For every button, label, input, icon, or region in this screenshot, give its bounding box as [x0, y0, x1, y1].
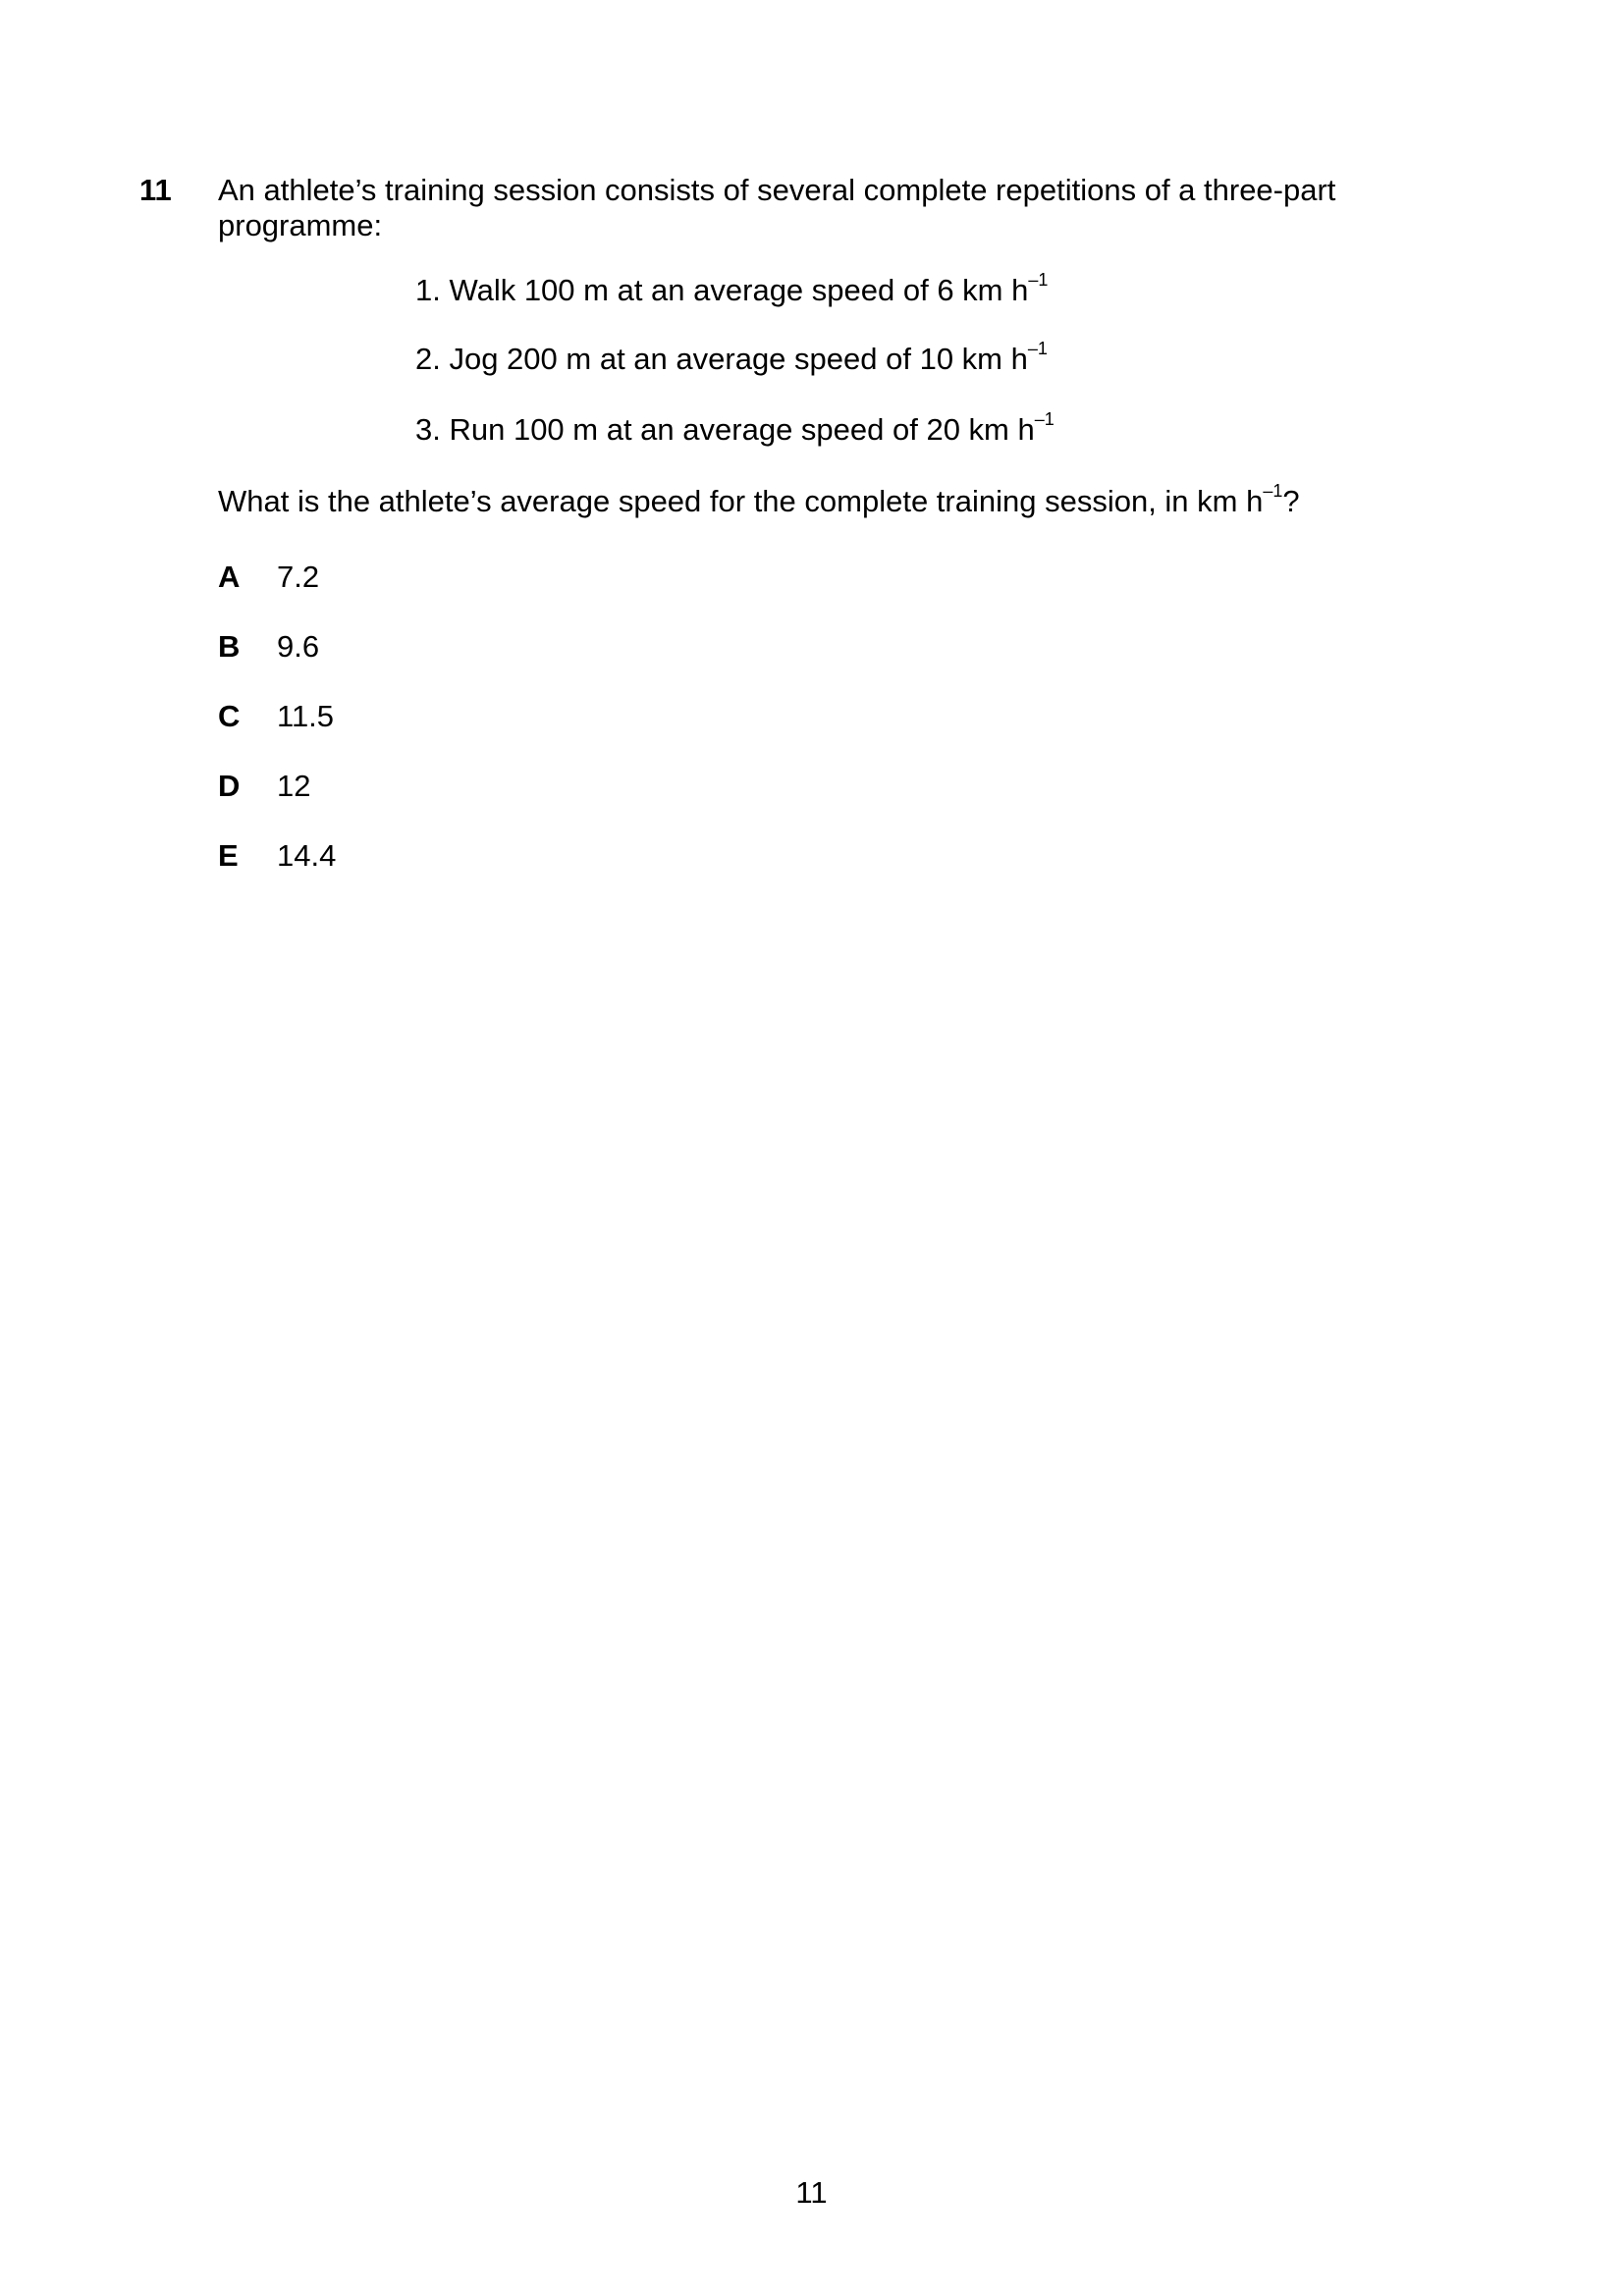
answer-option-c[interactable] — [218, 699, 334, 734]
option-value: 11.5 — [277, 699, 335, 733]
option-value: 12 — [277, 769, 311, 803]
programme-step-text: 1. Walk 100 m at an average speed of 6 km h — [415, 273, 1029, 307]
option-letter: D — [218, 769, 241, 803]
option-value: 9.6 — [277, 629, 320, 664]
unit-exponent: –1 — [1263, 480, 1283, 501]
programme-step-2 — [415, 338, 1048, 377]
page-number: 11 — [795, 2175, 828, 2210]
answer-option-a[interactable] — [218, 560, 319, 595]
programme-step-text: 2. Jog 200 m at an average speed of 10 km h — [415, 342, 1028, 376]
option-letter: C — [218, 699, 241, 733]
question-prompt — [218, 480, 1300, 519]
option-letter: E — [218, 838, 239, 873]
option-letter: B — [218, 629, 241, 664]
option-letter: A — [218, 560, 241, 594]
programme-step-text: 3. Run 100 m at an average speed of 20 km h — [415, 412, 1035, 447]
option-value: 7.2 — [277, 560, 320, 594]
programme-step-3 — [415, 408, 1055, 448]
unit-exponent: –1 — [1034, 408, 1055, 429]
unit-exponent: –1 — [1027, 338, 1048, 358]
answer-option-e[interactable] — [218, 838, 336, 874]
unit-exponent: –1 — [1028, 269, 1049, 290]
question-prompt-text: What is the athlete’s average speed for the complete training session, in km h — [218, 484, 1264, 518]
answer-option-b[interactable] — [218, 629, 319, 665]
answer-option-d[interactable] — [218, 769, 310, 804]
programme-step-1 — [415, 269, 1049, 308]
question-intro: An athlete’s training session consists of several complete repetitions of a three-part programme: — [218, 173, 1336, 242]
option-value: 14.4 — [277, 838, 337, 873]
question-mark: ? — [1282, 484, 1300, 518]
question-number: 11 — [139, 173, 172, 207]
